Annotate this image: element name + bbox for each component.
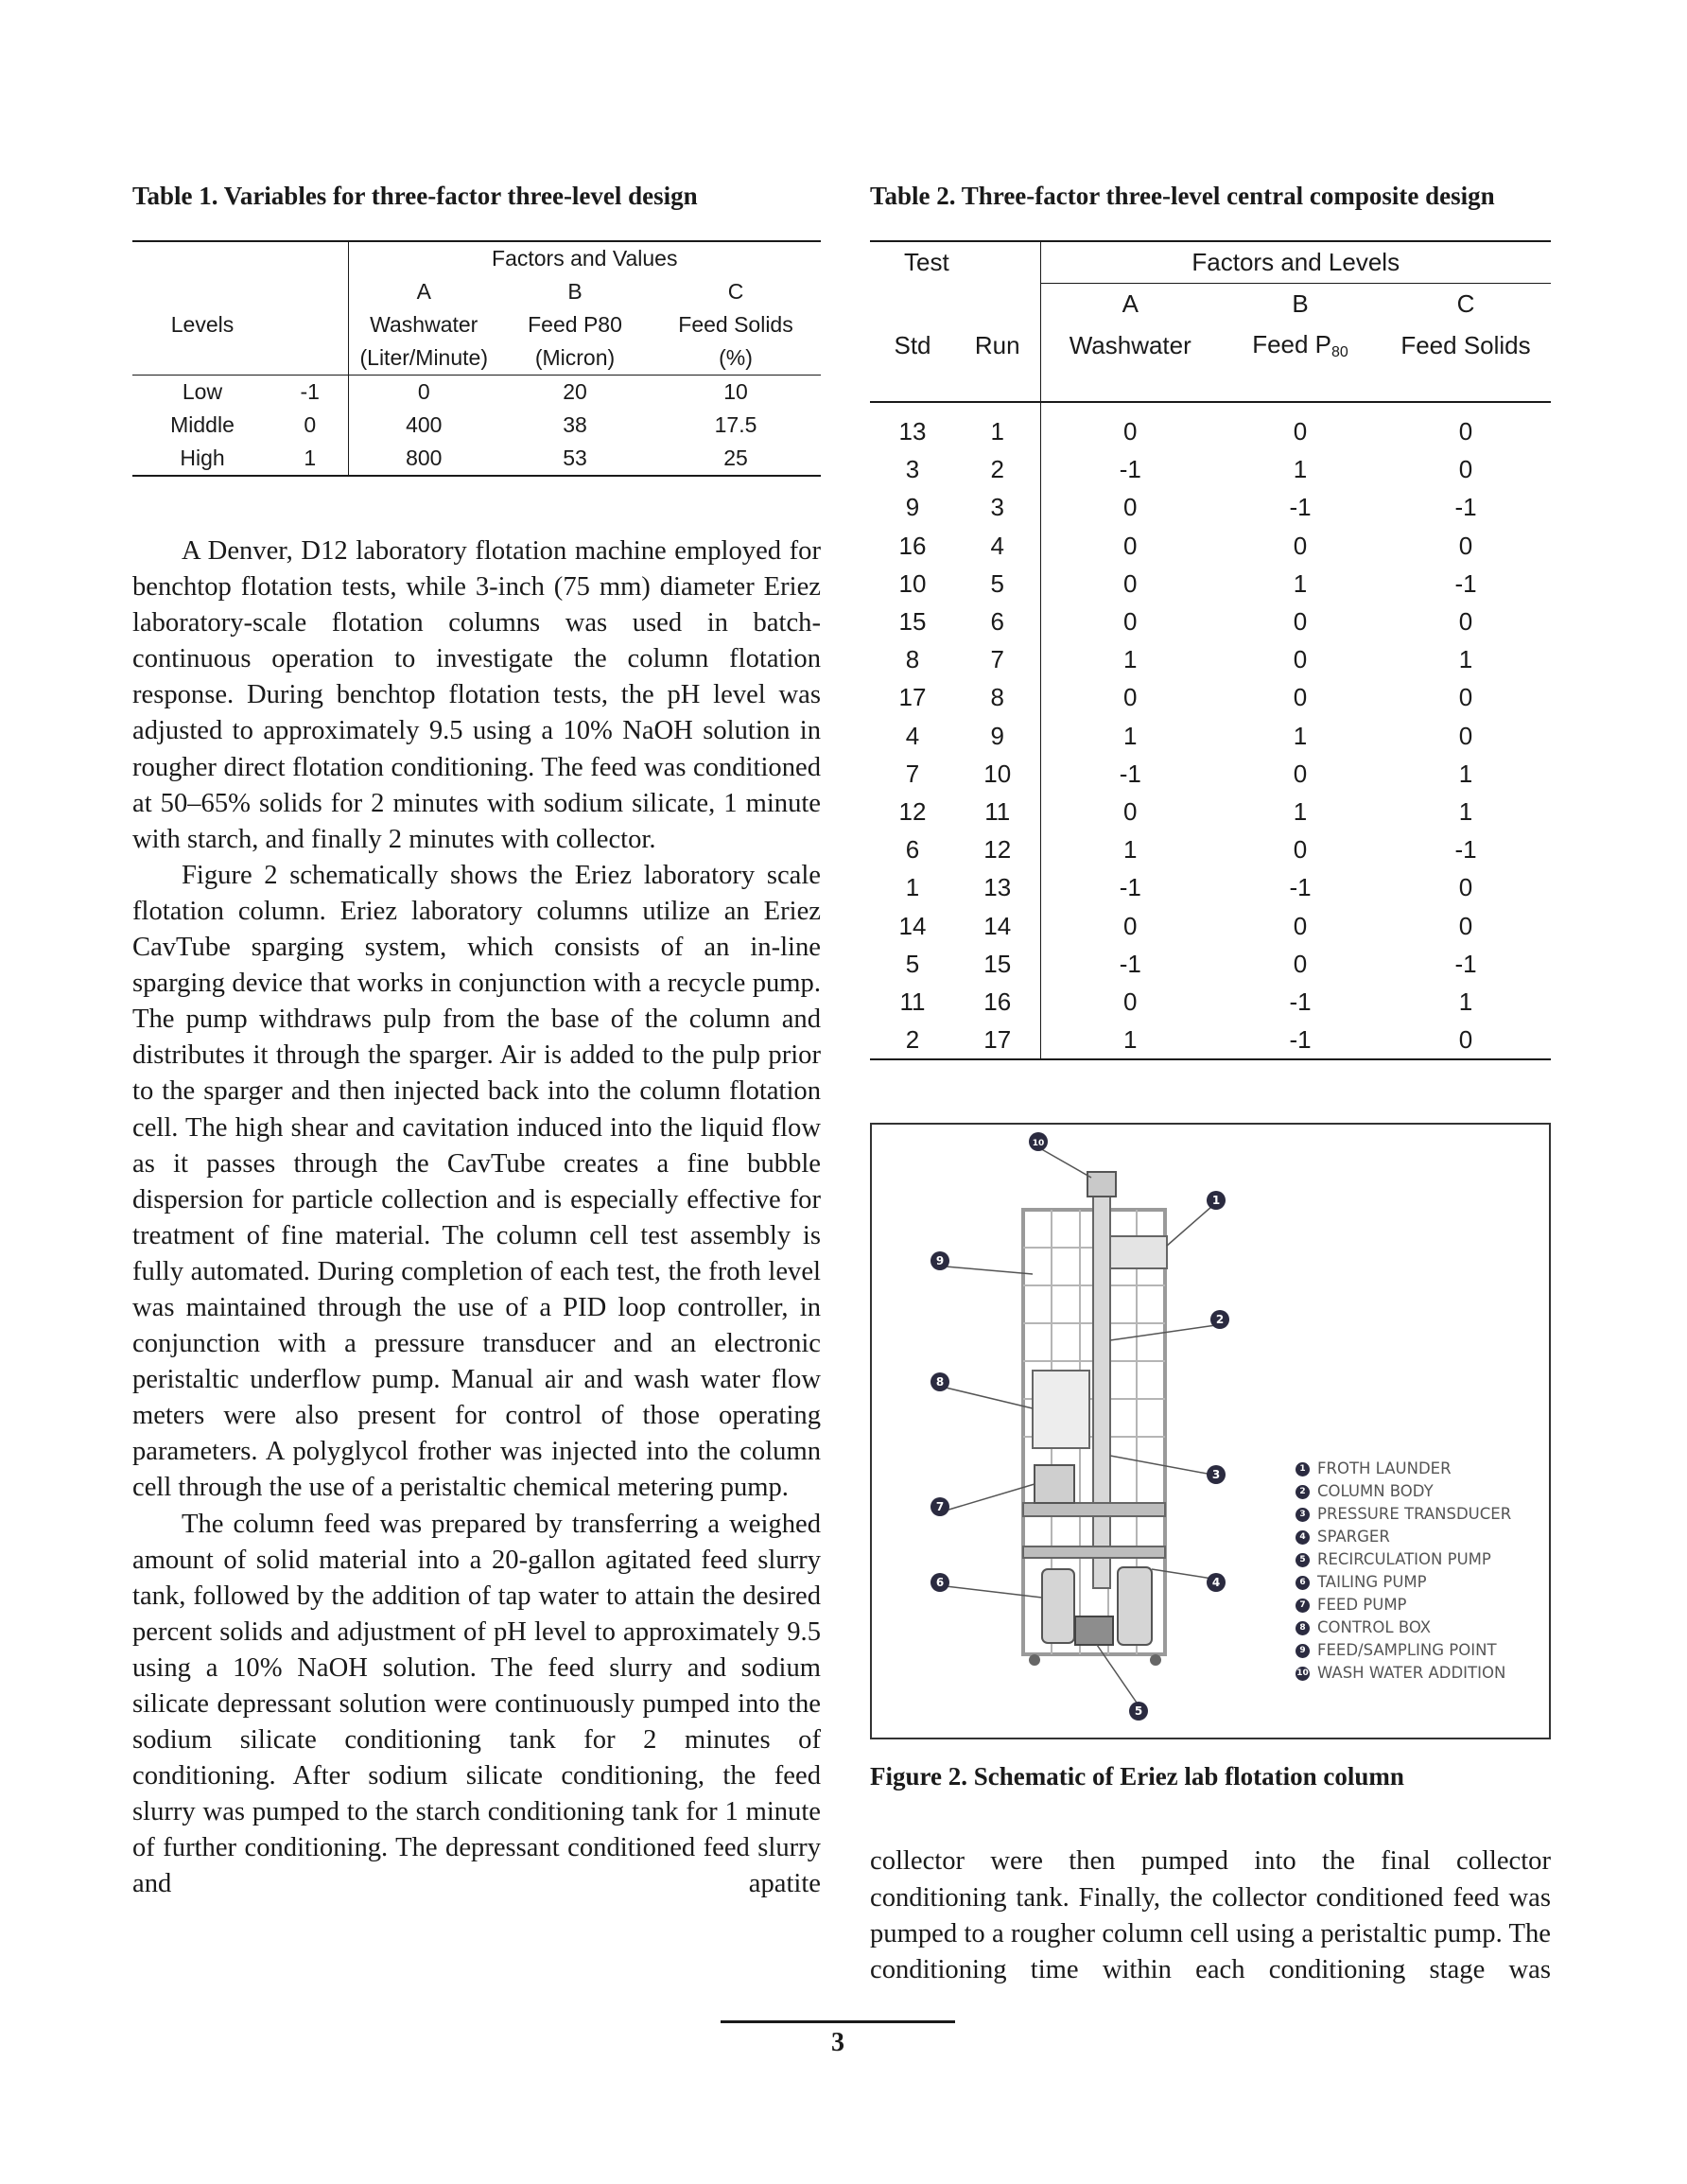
table2-cell: 1 <box>1293 568 1308 598</box>
legend-label: RECIRCULATION PUMP <box>1317 1550 1491 1569</box>
table1-cell: 400 <box>406 412 443 437</box>
table2-row <box>870 868 1551 906</box>
table2-cell: 0 <box>1123 683 1138 712</box>
table2-row <box>870 450 1551 488</box>
table2-cell: 0 <box>1458 531 1473 560</box>
table1 <box>132 240 821 477</box>
table2-cell: 11 <box>955 793 1040 830</box>
table1-factor-letter: B <box>567 279 583 304</box>
callout-number: 1 <box>1211 1194 1221 1208</box>
page-number-rule <box>721 2020 955 2023</box>
legend-label: PRESSURE TRANSDUCER <box>1317 1505 1512 1524</box>
right-body-text <box>870 1843 1551 1987</box>
table2-cell: 0 <box>1458 873 1473 902</box>
legend-number-icon: 9 <box>1296 1644 1310 1658</box>
table1-cell: 0 <box>272 409 348 442</box>
table2-row <box>870 402 1551 450</box>
table2-cell: 0 <box>1293 835 1308 865</box>
table2-cell: -1 <box>1454 949 1477 978</box>
table2-cell: 1 <box>1458 759 1473 788</box>
recirculation-pump-shape <box>1075 1616 1113 1645</box>
table2-cell: 0 <box>1293 949 1308 978</box>
legend-item <box>1296 1526 1511 1548</box>
figure-flotation-column <box>870 1123 1551 1739</box>
table2-cell: 1 <box>1040 1021 1220 1059</box>
table1-cell: 0 <box>417 379 430 404</box>
table2-cell: -1 <box>1119 873 1141 902</box>
table2-cell: 16 <box>898 531 927 560</box>
legend-item <box>1296 1594 1511 1616</box>
table2-cell: 6 <box>905 835 920 865</box>
table1-cell: 800 <box>348 442 499 476</box>
page-number: 3 <box>831 2028 844 2057</box>
table2-cell: 2 <box>955 450 1040 488</box>
table2-cell: 10 <box>955 755 1040 793</box>
table2-cell: 0 <box>1123 531 1138 560</box>
legend-item <box>1296 1662 1511 1685</box>
tailing-pump-shape <box>1042 1569 1074 1643</box>
legend-item <box>1296 1480 1511 1503</box>
table1-factor-unit: (Micron) <box>499 341 651 376</box>
table2-cell: 0 <box>1458 455 1473 484</box>
table2-cell: 5 <box>905 949 920 978</box>
table2-col-b-sub: 80 <box>1331 343 1348 360</box>
table2-cell: -1 <box>1454 493 1477 522</box>
table2-cell: 5 <box>955 565 1040 603</box>
table1-factor-name: Washwater <box>370 312 478 337</box>
callout-number: 7 <box>935 1500 945 1514</box>
table2-row <box>870 527 1551 565</box>
table2-cell: 1 <box>905 873 920 902</box>
table2-row <box>870 907 1551 945</box>
table2-cell: 0 <box>1458 607 1473 637</box>
table2-group-header: Factors and Levels <box>1040 241 1551 283</box>
legend-number-icon: 7 <box>1296 1599 1310 1613</box>
legend-number-icon: 1 <box>1296 1462 1310 1476</box>
table2-cell: 1 <box>955 402 1040 450</box>
legend-item <box>1296 1639 1511 1662</box>
paragraph: collector were then pumped into the final collector conditioning tank. Finally, the collector conditioned feed was pumped to a rougher column cell using a peristaltic pump. The conditioning time within each conditioning stage was <box>870 1846 1551 1984</box>
table2-run-label: Run <box>955 324 1040 366</box>
table1-cell: 1 <box>272 442 348 476</box>
legend-item <box>1296 1458 1511 1480</box>
table1-factor-unit: (Liter/Minute) <box>348 341 499 376</box>
paragraph: Figure 2 schematically shows the Eriez laboratory scale flotation column. Eriez laboratory columns utilize an Eriez CavTube sparging system, which consists of an in-line sparging device that works in conjunction with a recycle pump. The pump withdraws pulp from the base of the column and distributes it through the sparger. Air is added to the pulp prior to the sparger and then injected back into the column flotation cell. The high shear and cavitation induced into the liquid flow as it passes through the CavTube creates a fine bubble dispersion for particle collection and is especially effective for treatment of fine material. The column cell test assembly is fully automated. During completion of each test, the froth level was maintained through the use of a PID loop controller, in conjunction with a pressure transducer and an electronic peristaltic underflow pump. Manual air and wash water flow meters were also present for control of those operating parameters. A polyglycol frother was injected into the column cell through the use of a peristaltic chemical metering pump. <box>132 860 821 1503</box>
legend-number-icon: 10 <box>1296 1667 1310 1681</box>
table1-cell: -1 <box>272 376 348 410</box>
table1-caption: Table 1. Variables for three-factor three-level design <box>132 182 698 210</box>
table2-cell: 1 <box>1123 835 1138 865</box>
table1-cell: 20 <box>563 379 587 404</box>
table2-cell: 0 <box>1293 531 1308 560</box>
table2-cell: -1 <box>1119 455 1141 484</box>
table2-cell: 13 <box>955 868 1040 906</box>
table2-row <box>870 717 1551 755</box>
table2-cell: 1 <box>1458 797 1473 827</box>
table2-cell: 14 <box>955 907 1040 945</box>
tank-shape <box>1118 1567 1152 1645</box>
table2 <box>870 240 1551 1060</box>
table2-cell: 11 <box>899 987 926 1017</box>
table2-cell: 15 <box>955 945 1040 983</box>
right-column <box>870 180 1551 1988</box>
table1-factor-name: Feed P80 <box>528 312 622 337</box>
figure-legend <box>1296 1458 1511 1685</box>
table1-levels-label: Levels <box>170 312 235 337</box>
table2-row <box>870 1021 1551 1059</box>
legend-number-icon: 2 <box>1296 1485 1310 1499</box>
table2-row <box>870 640 1551 678</box>
table2-cell: 0 <box>1293 417 1308 446</box>
table2-col-letter: A <box>1122 288 1139 318</box>
table2-cell: 1 <box>1293 455 1308 484</box>
table2-cell: -1 <box>1119 949 1141 978</box>
wash-water-shape <box>1087 1172 1116 1197</box>
table2-cell: -1 <box>1289 873 1312 902</box>
table1-cell: 10 <box>723 379 748 404</box>
callout-number: 2 <box>1215 1313 1225 1327</box>
table2-body <box>870 402 1551 1059</box>
table2-cell: 12 <box>955 830 1040 868</box>
legend-item <box>1296 1571 1511 1594</box>
feed-pump-shape <box>1035 1465 1074 1503</box>
table1-row <box>132 376 821 410</box>
legend-label: CONTROL BOX <box>1317 1618 1432 1637</box>
table2-cell: 8 <box>955 678 1040 716</box>
table2-row <box>870 983 1551 1021</box>
legend-number-icon: 3 <box>1296 1508 1310 1522</box>
column-body-shape <box>1093 1191 1110 1588</box>
callout-number: 6 <box>935 1576 945 1590</box>
table2-col-name <box>1220 324 1381 366</box>
table2-cell: 6 <box>955 603 1040 640</box>
table2-cell: 10 <box>898 568 927 598</box>
legend-item <box>1296 1616 1511 1639</box>
callout-number: 5 <box>1134 1704 1143 1719</box>
table2-cell: -1 <box>1119 759 1141 788</box>
table2-cell: 0 <box>1458 721 1473 750</box>
legend-label: WASH WATER ADDITION <box>1317 1664 1506 1683</box>
table2-cell: 17 <box>955 1021 1040 1059</box>
table2-cell: 0 <box>1293 645 1308 674</box>
table2-cell: 0 <box>1293 759 1308 788</box>
table2-cell: -1 <box>1454 568 1477 598</box>
table2-cell: 17 <box>898 683 927 712</box>
table2-cell: 7 <box>955 640 1040 678</box>
legend-item <box>1296 1548 1511 1571</box>
table1-cell: Low <box>182 379 223 404</box>
table2-cell: 1 <box>1293 721 1308 750</box>
table2-cell: -1 <box>1220 1021 1381 1059</box>
table2-cell: 3 <box>905 455 920 484</box>
table2-row <box>870 678 1551 716</box>
table1-cell: High <box>132 442 272 476</box>
froth-launder-shape <box>1110 1236 1167 1268</box>
table2-row <box>870 945 1551 983</box>
left-column <box>132 180 821 1903</box>
table1-cell: 17.5 <box>714 412 757 437</box>
callout-number: 3 <box>1211 1468 1221 1482</box>
control-box-shape <box>1033 1371 1089 1448</box>
table1-row <box>132 409 821 442</box>
table2-row <box>870 755 1551 793</box>
figure-caption: Figure 2. Schematic of Eriez lab flotation column <box>870 1762 1404 1791</box>
callout-number: 10 <box>1032 1139 1045 1149</box>
table2-row <box>870 565 1551 603</box>
callout-number: 9 <box>935 1254 945 1268</box>
table2-cell: -1 <box>1289 493 1312 522</box>
table2-cell: 0 <box>1381 1021 1551 1059</box>
legend-number-icon: 4 <box>1296 1530 1310 1545</box>
table1-row <box>132 442 821 476</box>
table1-factor-letter: A <box>416 279 431 304</box>
table1-cell: Middle <box>170 412 235 437</box>
table2-cell: 1 <box>1123 645 1138 674</box>
table2-cell: 0 <box>1123 911 1138 940</box>
legend-label: FEED PUMP <box>1317 1596 1407 1615</box>
table2-col-letter: C <box>1456 288 1475 318</box>
table2-cell: 1 <box>1458 987 1473 1017</box>
legend-number-icon: 6 <box>1296 1576 1310 1590</box>
table2-cell: 1 <box>1293 797 1308 827</box>
table1-factor-name: Feed Solids <box>678 312 793 337</box>
table2-cell: 0 <box>1293 683 1308 712</box>
legend-label: FEED/SAMPLING POINT <box>1317 1641 1497 1660</box>
table2-col-b-name: Feed P <box>1252 329 1332 358</box>
table2-col-name: Feed Solids <box>1400 330 1531 359</box>
table2-row <box>870 793 1551 830</box>
table2-cell: 8 <box>905 645 920 674</box>
table2-std-label: Std <box>894 330 931 359</box>
table2-cell: 13 <box>898 417 927 446</box>
paragraph: A Denver, D12 laboratory flotation machine employed for benchtop flotation tests, while 3-inch (75 mm) diameter Eriez laboratory-scale flotation columns was used in batch-continuous operation to investigate the column flotation response. During benchtop flotation tests, the pH level was adjusted to approximately 9.5 using a 10% NaOH solution in rougher direct flotation conditioning. The feed was conditioned at 50–65% solids for 2 minutes with sodium silicate, 1 minute with starch, and finally 2 minutes with collector. <box>132 536 821 854</box>
table2-cell: 2 <box>870 1021 955 1059</box>
table1-cell: 38 <box>563 412 587 437</box>
table2-row <box>870 488 1551 526</box>
table2-cell: 0 <box>1123 417 1138 446</box>
table2-cell: 0 <box>1458 683 1473 712</box>
table2-cell: 7 <box>905 759 920 788</box>
table2-cell: 0 <box>1458 911 1473 940</box>
table2-cell: 0 <box>1458 417 1473 446</box>
table2-cell: 3 <box>955 488 1040 526</box>
table2-cell: 4 <box>905 721 920 750</box>
table2-cell: 0 <box>1123 568 1138 598</box>
table2-cell: -1 <box>1289 987 1312 1017</box>
legend-label: COLUMN BODY <box>1317 1482 1434 1501</box>
table2-cell: 1 <box>1123 721 1138 750</box>
legend-label: TAILING PUMP <box>1317 1573 1427 1592</box>
legend-label: FROTH LAUNDER <box>1317 1459 1452 1478</box>
legend-label: SPARGER <box>1317 1528 1390 1546</box>
table2-col-name: Washwater <box>1069 330 1191 359</box>
table2-cell: 15 <box>898 607 927 637</box>
table1-factor-letter: C <box>727 279 744 304</box>
legend-number-icon: 5 <box>1296 1553 1310 1567</box>
table2-cell: 14 <box>898 911 927 940</box>
table1-group-header: Factors and Values <box>348 241 821 275</box>
table2-cell: 9 <box>955 717 1040 755</box>
legend-number-icon: 8 <box>1296 1621 1310 1635</box>
table1-cell: 53 <box>499 442 651 476</box>
table2-caption: Table 2. Three-factor three-level central composite design <box>870 182 1495 210</box>
table2-row <box>870 830 1551 868</box>
table2-col-letter: B <box>1292 288 1309 318</box>
table2-cell: 1 <box>1458 645 1473 674</box>
table2-cell: 0 <box>1123 797 1138 827</box>
table2-cell: 0 <box>1123 987 1138 1017</box>
table2-cell: 0 <box>1123 607 1138 637</box>
paragraph: The column feed was prepared by transferring a weighed amount of solid material into a 20-gallon agitated feed slurry tank, followed by the addition of tap water to attain the desired percent solids and adjustment of pH level to approximately 9.5 using a 10% NaOH solution. The feed slurry and sodium silicate depressant solution were continuously pumped into the sodium silicate conditioning tank for 2 minutes of conditioning. After sodium silicate conditioning, the feed slurry was pumped to the starch conditioning tank for 1 minute of further conditioning. The depressant conditioned feed slurry and apatite <box>132 1509 821 1899</box>
legend-item <box>1296 1503 1511 1526</box>
table2-cell: 0 <box>1293 607 1308 637</box>
table2-cell: 4 <box>955 527 1040 565</box>
table2-cell: 0 <box>1293 911 1308 940</box>
table2-cell: 0 <box>1123 493 1138 522</box>
left-body-text <box>132 533 821 1903</box>
callout-number: 8 <box>935 1375 945 1389</box>
table2-cell: -1 <box>1454 835 1477 865</box>
table2-test-label: Test <box>870 241 1040 283</box>
table1-factor-unit: (%) <box>651 341 821 376</box>
table2-cell: 9 <box>905 493 920 522</box>
table2-row <box>870 603 1551 640</box>
table2-cell: 12 <box>898 797 927 827</box>
table1-cell: 25 <box>651 442 821 476</box>
callout-number: 4 <box>1211 1576 1221 1590</box>
table2-cell: 16 <box>955 983 1040 1021</box>
